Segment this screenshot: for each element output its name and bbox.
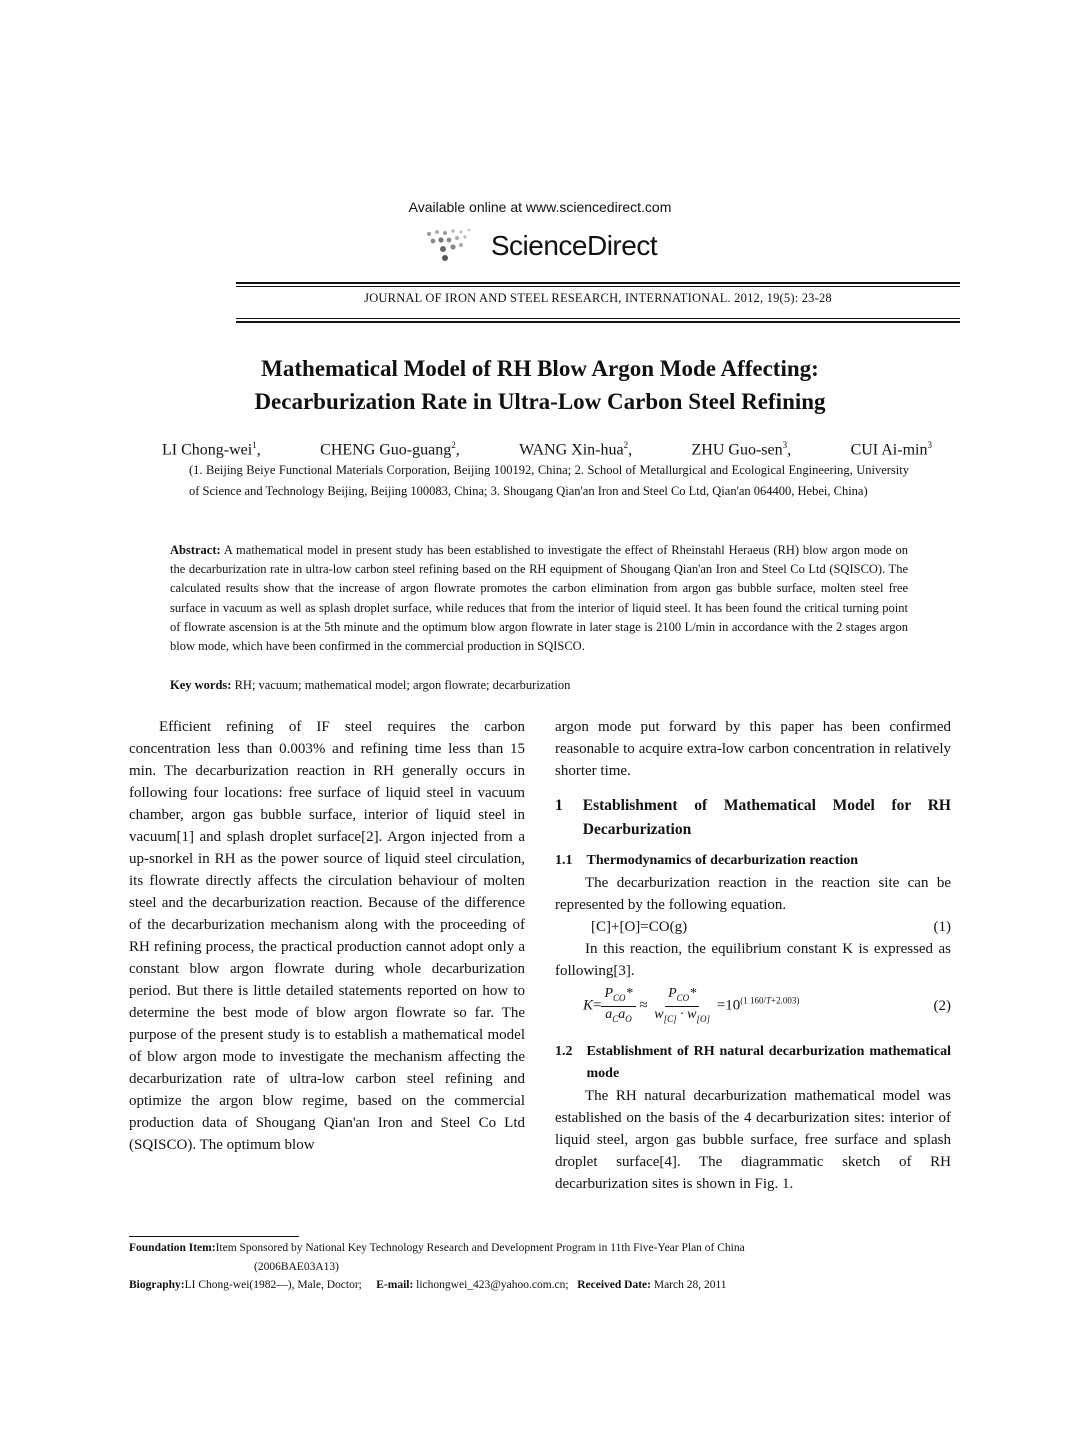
author: CHENG Guo-guang$^2$,: [320, 440, 460, 459]
section-title: Establishment of RH natural decarburization mathematical mode: [586, 1043, 951, 1081]
footnote-rule: [129, 1236, 299, 1237]
available-online-line: Available online at www.sciencedirect.com: [408, 199, 672, 215]
section-number: 1: [555, 797, 563, 814]
header-rule-bottom: [236, 321, 960, 323]
sciencedirect-wordmark: ScienceDirect: [490, 230, 658, 261]
body-column-right: [555, 716, 951, 1195]
biography-label: Biography:: [129, 1279, 185, 1291]
sciencedirect-dots-icon: [423, 228, 479, 264]
abstract-text: A mathematical model in present study has been established to investigate the effect of Rheinstahl Heraeus (RH) blow argon mode on the decarburization rate in ultra-low carbon steel refining based on the RH equipment of Shougang Qian'an Iron and Steel Co Ltd (SQISCO). The calculated results show that the increase of argon flowrate promotes the carbon elimination from argon gas bubble surface, molten steel free surface in vacuum as well as splash droplet surface, while reduces that from the interior of liquid steel. It has been found the critical turning point of flowrate ascension is at the 5th minute and the optimum blow argon flowrate in later stage is 2100 L/min in accordance with the 2 stages argon blow mode, which have been confirmed in the commercial production in SQISCO.: [170, 543, 908, 654]
email-label: E-mail:: [376, 1279, 414, 1291]
header-rule-bottom-thin: [236, 318, 960, 319]
sciencedirect-logo: [0, 226, 1080, 266]
section-number: 1.1: [555, 853, 573, 868]
received-date: March 28, 2011: [653, 1279, 727, 1291]
equation-body: K= $\frac{P_{CO}*}{a_Ca_O}$ ≈ $\frac{P_{CO}*}{w_{[C]} \cdot w_{[O]}}$ $=10^{(1 160/T+2.003)}$: [583, 986, 800, 1024]
header-rule-top-thin: [236, 286, 960, 287]
keywords-text: RH; vacuum; mathematical model; argon flowrate; decarburization: [231, 678, 571, 692]
equation-1: [555, 916, 951, 938]
biography: Biography:LI Chong-wei(1982—), Male, Doctor; E-mail: lichongwei_423@yahoo.com.cn; Received Date: March 28, 2011: [129, 1279, 727, 1291]
section-title: Thermodynamics of decarburization reaction: [586, 853, 859, 868]
paragraph: In this reaction, the equilibrium constant K is expressed as following[3].: [555, 941, 951, 979]
section-title: Establishment of Mathematical Model for RH Decarburization: [582, 797, 951, 838]
author: LI Chong-wei$^1$,: [162, 440, 261, 459]
paragraph: The decarburization reaction in the reaction site can be represented by the following equation.: [555, 875, 951, 913]
author-list: [162, 440, 932, 459]
intro-paragraph: Efficient refining of IF steel requires the carbon concentration less than 0.003% and refining time less than 15 min. The decarburization reaction in RH generally occurs in following four locations: free surface of liquid steel in vacuum chamber, argon gas bubble surface, interior of liquid steel in vacuum[1] and splash droplet surface[2]. Argon injected from a up-snorkel in RH as the power source of liquid steel circulation, its flowrate directly affects the circulation behaviour of molten steel and the decarburization reaction. Because of the difference of the decarburization mechanism along with the proceeding of RH refining process, the practical production cannot adopt only a constant blow argon flowrate during whole decarburization period. But there is little detailed statements reported on how to determine the best mode of blow argon flowrate so far. The purpose of the present study is to establish a mathematical model of blow argon mode to investigate the mechanism affecting the decarburization rate of ultra-low carbon steel refining and optimize the argon blow regime, based on the commercial production data of Shougang Qian'an Iron and Steel Co Ltd (SQISCO). The optimum blow: [129, 719, 525, 1153]
section-1-heading: [555, 794, 951, 842]
equation-number: (2): [933, 998, 951, 1015]
foundation-label: Foundation Item:: [129, 1242, 216, 1254]
abstract-label: Abstract:: [170, 543, 221, 557]
footnotes: [129, 1239, 929, 1295]
equation-number: (1): [933, 919, 951, 935]
section-number: 1.2: [555, 1043, 573, 1059]
section-1-2-heading: [555, 1041, 951, 1085]
abstract: [170, 541, 908, 656]
keywords-label: Key words:: [170, 678, 232, 692]
intro-paragraph-continued: argon mode put forward by this paper has been confirmed reasonable to acquire extra-low carbon concentration in relatively shorter time.: [555, 719, 951, 779]
section-1-1-heading: [555, 850, 951, 872]
journal-citation: JOURNAL OF IRON AND STEEL RESEARCH, INTERNATIONAL. 2012, 19(5): 23-28: [364, 291, 832, 305]
paper-title: [120, 352, 960, 418]
header-rule-top: [236, 282, 960, 284]
author: CUI $Ai-\min^3$: [850, 440, 932, 459]
equation-body: [C]+[O]=CO(g): [591, 919, 688, 935]
email-address: lichongwei_423@yahoo.com.cn;: [416, 1279, 569, 1291]
paragraph: The RH natural decarburization mathematical model was established on the basis of the 4 decarburization sites: interior of liquid steel, argon gas bubble surface, free surface and splash droplet surface[4]. The diagrammatic sketch of RH decarburization sites is shown in Fig. 1.: [555, 1087, 951, 1192]
title-line-2: Decarburization Rate in Ultra-Low Carbon Steel Refining: [254, 389, 826, 414]
keywords: [170, 676, 908, 695]
author: WANG Xin-hua$^2$,: [519, 440, 633, 459]
title-line-1: Mathematical Model of RH Blow Argon Mode Affecting:: [261, 356, 819, 381]
foundation-item-code: (2006BAE03A13): [254, 1260, 339, 1273]
equation-2: [555, 986, 951, 1027]
body-column-left: [129, 716, 525, 1156]
received-date-label: Received Date:: [577, 1279, 651, 1291]
affiliations: (1. Beijing Beiye Functional Materials Corporation, Beijing 100192, China; 2. School of Metallurgical and Ecological Engineering, University of Science and Technology Beijing, Beijing 100083, China; 3. Shougang Qian'an Iron and Steel Co Ltd, Qian'an 064400, Hebei, China): [189, 463, 909, 498]
author: ZHU Guo-sen$^3$,: [691, 440, 792, 459]
foundation-item: Foundation Item:Item Sponsored by National Key Technology Research and Development Program in 11th Five-Year Plan of China: [129, 1242, 745, 1254]
